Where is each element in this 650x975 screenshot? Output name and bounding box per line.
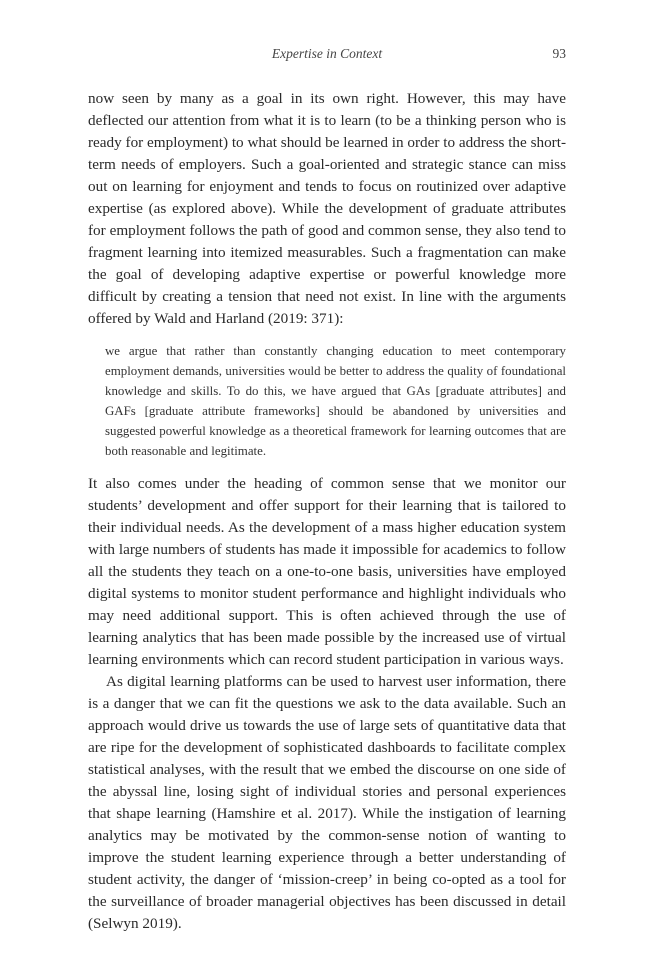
paragraph: It also comes under the heading of common sense that we monitor our students’ development and offer support for their learning that is tailored to their individual needs. As the development of a mass higher education system with large numbers of students has made it impossible for academics to follow all the students they teach on a one-to-one basis, universities have employed digital systems to monitor student performance and highlight individuals who may need additional support. This is often achieved through the use of learning analytics that has been made possible by the increased use of virtual learning environments which can record student participation in various ways. — [88, 475, 566, 668]
block-quote: we argue that rather than constantly changing education to meet contemporary employment demands, universities would be better to address the quality of foundational knowledge and skills. To do this, we have argued that GAs [graduate attributes] and GAFs [graduate attribute frameworks] should be abandoned by universities and suggested powerful knowledge as a theoretical framework for learning outcomes that are both reasonable and legitimate. — [105, 344, 566, 458]
paragraph: As digital learning platforms can be used to harvest user information, there is a danger that we can fit the questions we ask to the data available. Such an approach would drive us towards the use of large sets of quantitative data that are ripe for the development of sophisticated dashboards to facilitate complex statistical analyses, with the result that we embed the discourse on one side of the abyssal line, losing sight of individual stories and personal experiences that shape learning (Hamshire et al. 2017). While the instigation of learning analytics may be motivated by the common-sense notion of wanting to improve the student learning experience through a better understanding of student activity, the danger of ‘mission-creep’ in being co-opted as a tool for the surveillance of broader managerial objectives has been discussed in detail (Selwyn 2019). — [88, 673, 566, 932]
running-title: Expertise in Context — [271, 46, 383, 61]
body-text — [88, 88, 566, 935]
page-number: 93 — [552, 46, 566, 61]
paragraph: now seen by many as a goal in its own right. However, this may have deflected our attention from what it is to learn (to be a thinking person who is ready for employment) to what should be learned in order to address the short-term needs of employers. Such a goal-oriented and strategic stance can miss out on learning for enjoyment and tends to focus on routinized over adaptive expertise (as explored above). While the development of graduate attributes for employment follows the path of good and common sense, they also tend to fragment learning into itemized measurables. Such a fragmentation can make the goal of developing adaptive expertise or powerful knowledge more difficult by creating a tension that need not exist. In line with the arguments offered by Wald and Harland (2019: 371): — [88, 90, 566, 327]
running-header — [88, 46, 566, 66]
